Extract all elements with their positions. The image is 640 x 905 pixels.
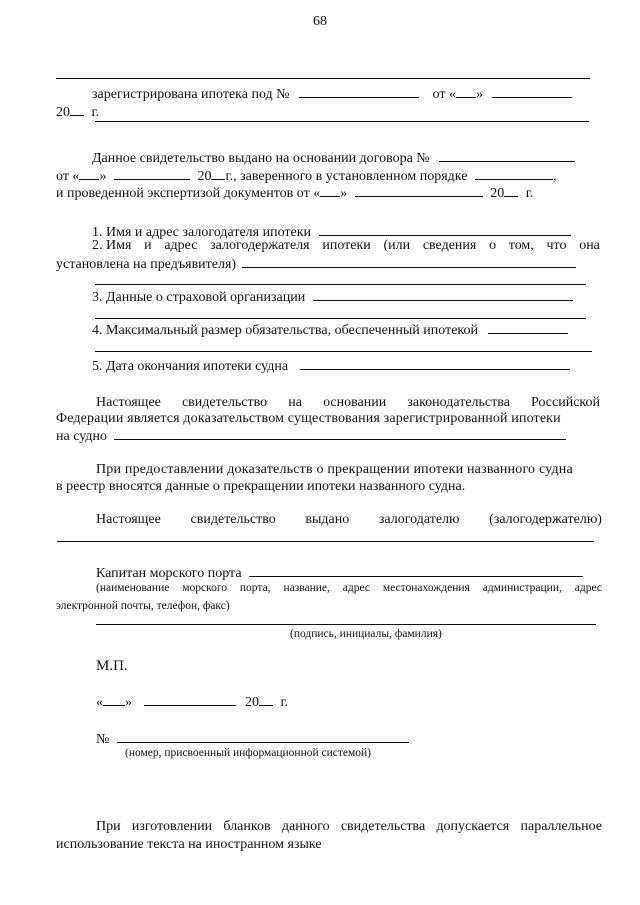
top-rule [56,78,590,79]
registration-number-field[interactable] [299,86,419,98]
end-date-field[interactable] [300,358,570,370]
item-2-word: что [546,238,567,253]
note-word: администрации, [482,582,562,594]
footer-word: бланков [223,819,271,834]
expertise-month-field[interactable] [355,185,483,197]
footer-line-2: использование текста на иностранном языке [56,837,322,852]
registration-line [92,86,572,103]
item-3-extra-line [95,318,586,319]
note-word: название, [283,582,330,594]
number-sign: № [96,732,110,747]
issued-line [96,512,602,528]
year-prefix: 20 [56,105,70,120]
expertise-day-field[interactable] [320,185,340,197]
note-word: порта, [239,582,271,594]
item-3-label: 3. Данные о страховой организации [92,290,306,305]
issue-year-field[interactable] [259,694,273,706]
item-2-word: адрес [164,238,198,253]
item-2-word: и [144,238,152,253]
item-2-word: ипотеки [322,238,371,253]
system-number-field[interactable] [117,731,409,743]
termination-line-2: в реестр вносятся данные о прекращении ипотеки названного судна. [56,479,466,494]
captain-note-line-2: электронной почты, телефон, факс) [56,600,230,612]
footer-word: допускается [436,819,510,834]
year-suffix: г. [91,105,100,120]
on-vessel-label: на судно [56,429,107,444]
footer-word: данного [281,819,330,834]
footer-word: параллельное [520,819,602,834]
issue-date-line [96,694,288,711]
item-4-extra-line [95,351,592,352]
expertise-label: и проведенной экспертизой документов от « [56,186,321,201]
issued-word: свидетельство [190,512,276,527]
footer-line-1 [96,819,602,835]
registration-year-field[interactable] [70,104,84,116]
law-paragraph-line-1 [96,395,600,411]
registration-month-field[interactable] [492,86,572,98]
item-2 [92,238,600,254]
issued-word: Настоящее [96,512,161,527]
signature-note: (подпись, инициалы, фамилия) [290,628,442,640]
issued-underline [57,541,594,542]
item-2-word: 2. Имя [92,238,132,253]
law-word: законодательства [407,395,510,410]
note-word: морского [182,582,228,594]
item-4 [92,322,568,339]
item-1-label: 1. Имя и адрес залогодателя ипотеки [92,225,312,240]
quote-close: » [125,695,132,710]
basis-line-2 [56,168,556,185]
issue-month-field[interactable] [144,694,236,706]
year-prefix: 20 [197,169,212,184]
stamp-mark: М.П. [96,658,128,674]
captain-note-line-1 [96,581,602,595]
registration-underline [95,121,589,122]
issued-word: выдано [305,512,350,527]
pledgee-field[interactable] [242,256,576,268]
item-2-word: она [579,238,600,253]
issue-day-field[interactable] [103,694,125,706]
registration-label: зарегистрирована ипотека под № [92,87,290,102]
basis-line-1 [92,150,575,167]
basis-from-label: от « [56,169,80,184]
comma: , [552,169,557,184]
insurer-field[interactable] [313,289,573,301]
law-paragraph-line-3 [56,428,566,445]
law-word: Российской [531,395,600,410]
law-word: свидетельство [181,395,268,410]
contract-month-field[interactable] [114,168,190,180]
certification-field[interactable] [475,168,553,180]
termination-line-1: При предоставлении доказательств о прекращении ипотеки названного судна [96,462,573,477]
item-2-continued [56,256,576,273]
contract-number-field[interactable] [439,150,575,162]
pledgor-field[interactable] [319,224,571,236]
registration-day-field[interactable] [456,86,476,98]
law-word: Настоящее [96,395,161,410]
certified-text: г., заверенного в установленном порядке [225,169,468,184]
basis-label: Данное свидетельство выдано на основании договора № [92,151,430,166]
item-2-word: (или [383,238,411,253]
item-4-label: 4. Максимальный размер обязательства, обеспеченный ипотекой [92,323,478,338]
captain-label: Капитан морского порта [96,566,242,581]
law-word: на [288,395,302,410]
year-prefix: 20 [490,186,505,201]
item-2-word: сведения [422,238,477,253]
note-word: (наименование [96,582,170,594]
item-2-word: том, [508,238,534,253]
registration-from-label: от « [432,87,456,102]
contract-day-field[interactable] [79,168,99,180]
law-paragraph-line-2: Федерации является доказательством существования зарегистрированной ипотеки [56,411,561,426]
max-obligation-field[interactable] [488,322,568,334]
signature-line[interactable] [96,624,596,625]
year-prefix: 20 [245,695,259,710]
quote-open: « [96,695,103,710]
contract-year-field[interactable] [211,168,225,180]
system-number-note: (номер, присвоенный информационной системой) [125,747,372,759]
quote-close: » [99,169,107,184]
footer-word: свидетельства [340,819,426,834]
quote-close: » [340,186,348,201]
item-5-label: 5. Дата окончания ипотеки судна [92,359,289,374]
vessel-field[interactable] [114,428,566,440]
year-suffix: г. [525,186,534,201]
note-word: адрес [574,582,602,594]
captain-line [96,565,583,582]
expertise-year-field[interactable] [504,185,518,197]
item-2-cont-label: установлена на предъявителя) [56,257,237,272]
basis-line-3 [56,185,533,202]
item-3 [92,289,573,306]
item-2-extra-line [95,284,586,285]
issued-word: (залогодержателю) [489,512,602,527]
footer-word: При [96,819,121,834]
captain-port-field[interactable] [249,565,583,577]
item-2-word: о [489,238,497,253]
page-number: 68 [313,14,327,29]
item-5 [92,358,570,375]
footer-word: изготовлении [131,819,213,834]
year-suffix: г. [280,695,289,710]
note-word: местонахождения [382,582,470,594]
item-2-word: залогодержателя [210,238,310,253]
quote-close: » [475,87,483,102]
law-word: основании [323,395,387,410]
note-word: адрес [342,582,370,594]
issued-word: залогодателю [378,512,460,527]
registration-year-line [56,104,99,121]
